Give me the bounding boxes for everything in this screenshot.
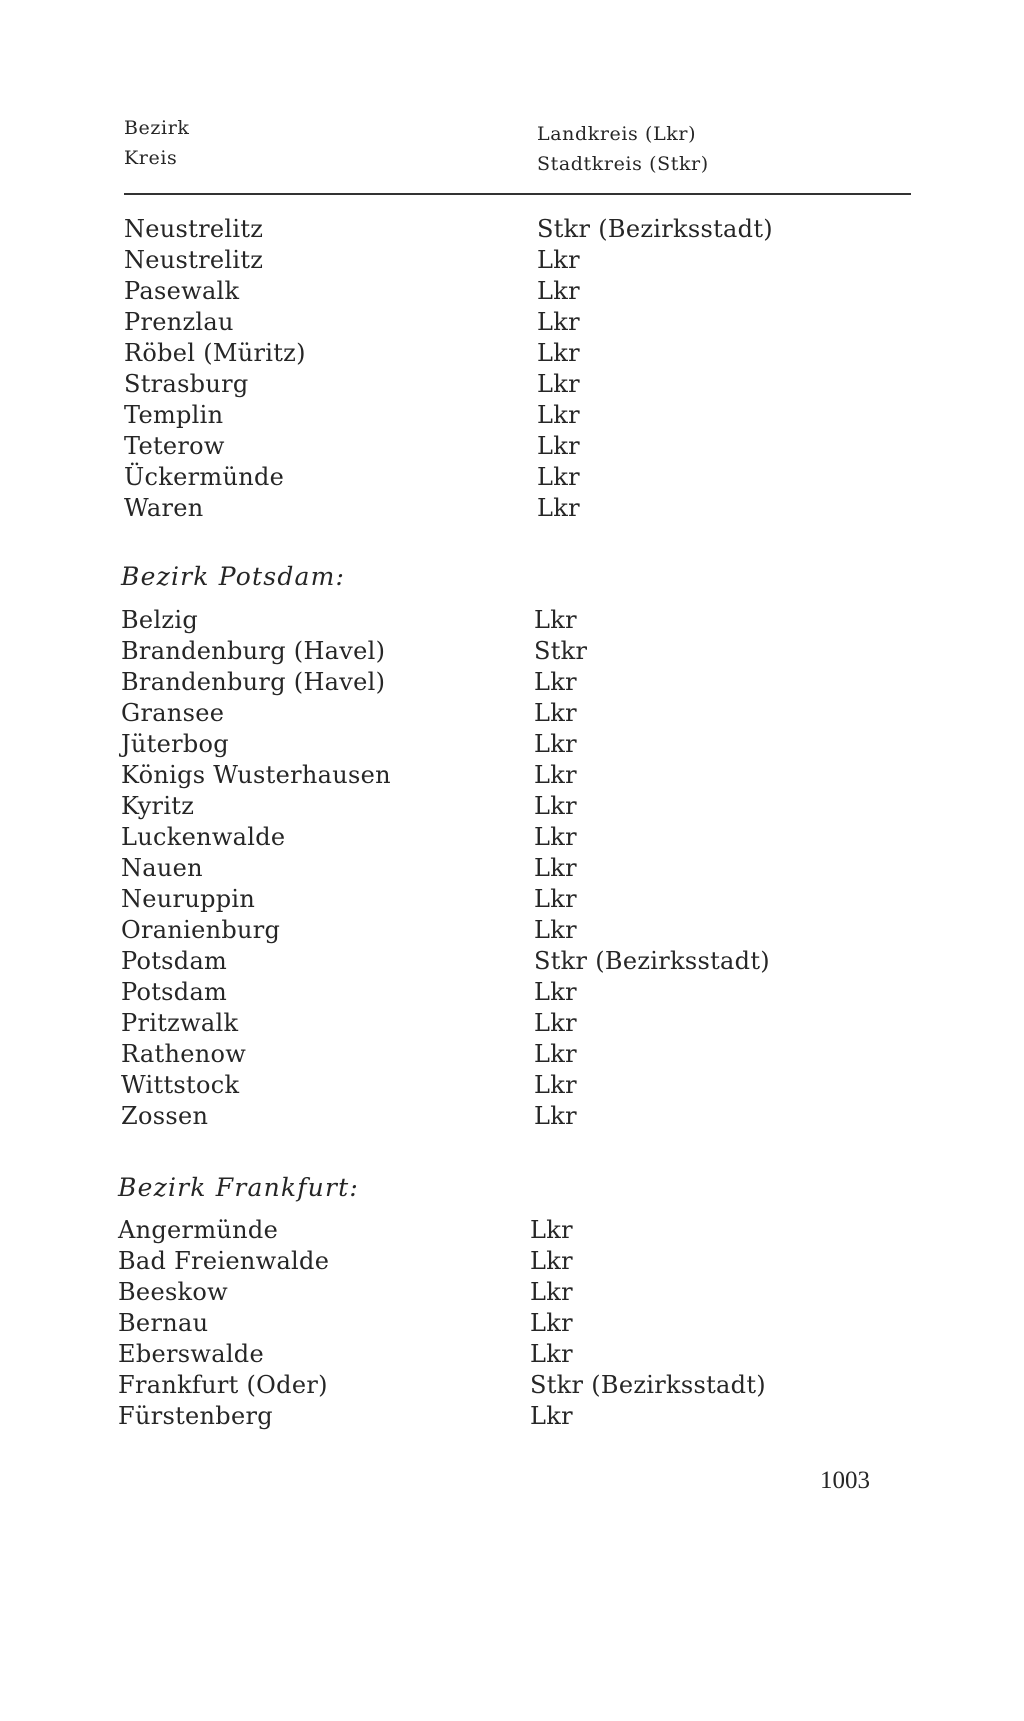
kreis-name: Pritzwalk	[121, 1009, 239, 1037]
table-row	[0, 276, 1024, 307]
kreis-name: Nauen	[121, 854, 203, 882]
kreis-type: Lkr	[530, 1247, 573, 1275]
kreis-name: Brandenburg (Havel)	[121, 668, 386, 696]
table-row	[0, 1308, 1024, 1339]
kreis-name: Templin	[124, 401, 224, 429]
kreis-name: Potsdam	[121, 978, 228, 1006]
kreis-name: Neustrelitz	[124, 215, 264, 243]
kreis-type: Lkr	[537, 246, 580, 274]
kreis-type: Lkr	[537, 339, 580, 367]
section-heading-frankfurt: Bezirk Frankfurt:	[118, 1173, 360, 1202]
header-left-line-1: Bezirk	[124, 117, 190, 139]
table-row	[0, 605, 1024, 636]
kreis-name: Bernau	[118, 1309, 209, 1337]
kreis-type: Lkr	[534, 854, 577, 882]
table-row	[0, 636, 1024, 667]
page-number: 1003	[820, 1467, 870, 1494]
kreis-name: Gransee	[121, 699, 225, 727]
table-row	[0, 1246, 1024, 1277]
header-right-line-2: Stadtkreis (Stkr)	[537, 153, 709, 175]
kreis-name: Brandenburg (Havel)	[121, 637, 386, 665]
kreis-type: Lkr	[537, 370, 580, 398]
kreis-name: Ückermünde	[124, 463, 285, 491]
kreis-type: Lkr	[530, 1402, 573, 1430]
table-row	[0, 1215, 1024, 1246]
table-row	[0, 760, 1024, 791]
kreis-name: Königs Wusterhausen	[121, 761, 391, 789]
kreis-name: Wittstock	[121, 1071, 240, 1099]
column-header-left	[124, 113, 190, 173]
kreis-type: Lkr	[534, 606, 577, 634]
header-divider	[124, 193, 911, 195]
table-row	[0, 369, 1024, 400]
table-row	[0, 214, 1024, 245]
kreis-name: Neustrelitz	[124, 246, 264, 274]
header-right-line-1: Landkreis (Lkr)	[537, 123, 697, 145]
kreis-name: Strasburg	[124, 370, 249, 398]
table-row	[0, 698, 1024, 729]
table-row	[0, 1401, 1024, 1432]
table-row	[0, 667, 1024, 698]
kreis-name: Potsdam	[121, 947, 228, 975]
table-row	[0, 977, 1024, 1008]
table-row	[0, 462, 1024, 493]
column-header-right	[537, 119, 709, 179]
kreis-type: Lkr	[534, 1009, 577, 1037]
section-heading-potsdam: Bezirk Potsdam:	[121, 562, 346, 591]
section-potsdam	[0, 605, 1024, 1132]
kreis-type: Stkr (Bezirksstadt)	[534, 947, 770, 975]
table-row	[0, 1277, 1024, 1308]
kreis-name: Rathenow	[121, 1040, 247, 1068]
kreis-type: Lkr	[534, 823, 577, 851]
section-frankfurt	[0, 1215, 1024, 1432]
kreis-name: Frankfurt (Oder)	[118, 1371, 328, 1399]
table-row	[0, 1370, 1024, 1401]
kreis-type: Lkr	[534, 1040, 577, 1068]
kreis-type: Lkr	[534, 978, 577, 1006]
kreis-type: Lkr	[534, 668, 577, 696]
kreis-type: Lkr	[534, 699, 577, 727]
kreis-type: Lkr	[537, 401, 580, 429]
kreis-name: Teterow	[124, 432, 225, 460]
kreis-name: Eberswalde	[118, 1340, 264, 1368]
kreis-type: Stkr (Bezirksstadt)	[530, 1371, 766, 1399]
kreis-type: Lkr	[530, 1340, 573, 1368]
kreis-type: Lkr	[537, 463, 580, 491]
section-neubrandenburg-continued	[0, 214, 1024, 524]
table-row	[0, 1070, 1024, 1101]
kreis-type: Lkr	[534, 1071, 577, 1099]
kreis-name: Röbel (Müritz)	[124, 339, 306, 367]
table-row	[0, 915, 1024, 946]
table-row	[0, 338, 1024, 369]
kreis-name: Kyritz	[121, 792, 195, 820]
kreis-name: Waren	[124, 494, 204, 522]
table-row	[0, 1008, 1024, 1039]
kreis-type: Lkr	[534, 730, 577, 758]
kreis-type: Lkr	[534, 761, 577, 789]
kreis-type: Lkr	[537, 432, 580, 460]
kreis-type: Lkr	[537, 277, 580, 305]
table-row	[0, 822, 1024, 853]
kreis-type: Lkr	[534, 885, 577, 913]
kreis-name: Jüterbog	[121, 730, 229, 758]
table-row	[0, 307, 1024, 338]
table-row	[0, 1101, 1024, 1132]
kreis-name: Pasewalk	[124, 277, 240, 305]
kreis-type: Lkr	[534, 792, 577, 820]
kreis-name: Zossen	[121, 1102, 209, 1130]
kreis-name: Prenzlau	[124, 308, 234, 336]
table-row	[0, 493, 1024, 524]
table-row	[0, 431, 1024, 462]
kreis-type: Lkr	[530, 1309, 573, 1337]
table-row	[0, 853, 1024, 884]
kreis-name: Angermünde	[118, 1216, 279, 1244]
table-row	[0, 245, 1024, 276]
kreis-type: Stkr (Bezirksstadt)	[537, 215, 773, 243]
kreis-name: Luckenwalde	[121, 823, 286, 851]
kreis-name: Beeskow	[118, 1278, 228, 1306]
table-row	[0, 946, 1024, 977]
kreis-name: Fürstenberg	[118, 1402, 273, 1430]
table-row	[0, 884, 1024, 915]
kreis-type: Lkr	[537, 494, 580, 522]
kreis-type: Lkr	[534, 1102, 577, 1130]
table-row	[0, 1039, 1024, 1070]
kreis-type: Lkr	[537, 308, 580, 336]
table-row	[0, 791, 1024, 822]
kreis-name: Bad Freienwalde	[118, 1247, 330, 1275]
kreis-name: Belzig	[121, 606, 198, 634]
kreis-type: Lkr	[534, 916, 577, 944]
kreis-type: Lkr	[530, 1278, 573, 1306]
table-row	[0, 729, 1024, 760]
kreis-name: Neuruppin	[121, 885, 256, 913]
table-row	[0, 1339, 1024, 1370]
kreis-type: Lkr	[530, 1216, 573, 1244]
table-row	[0, 400, 1024, 431]
kreis-type: Stkr	[534, 637, 588, 665]
header-left-line-2: Kreis	[124, 147, 178, 169]
kreis-name: Oranienburg	[121, 916, 281, 944]
